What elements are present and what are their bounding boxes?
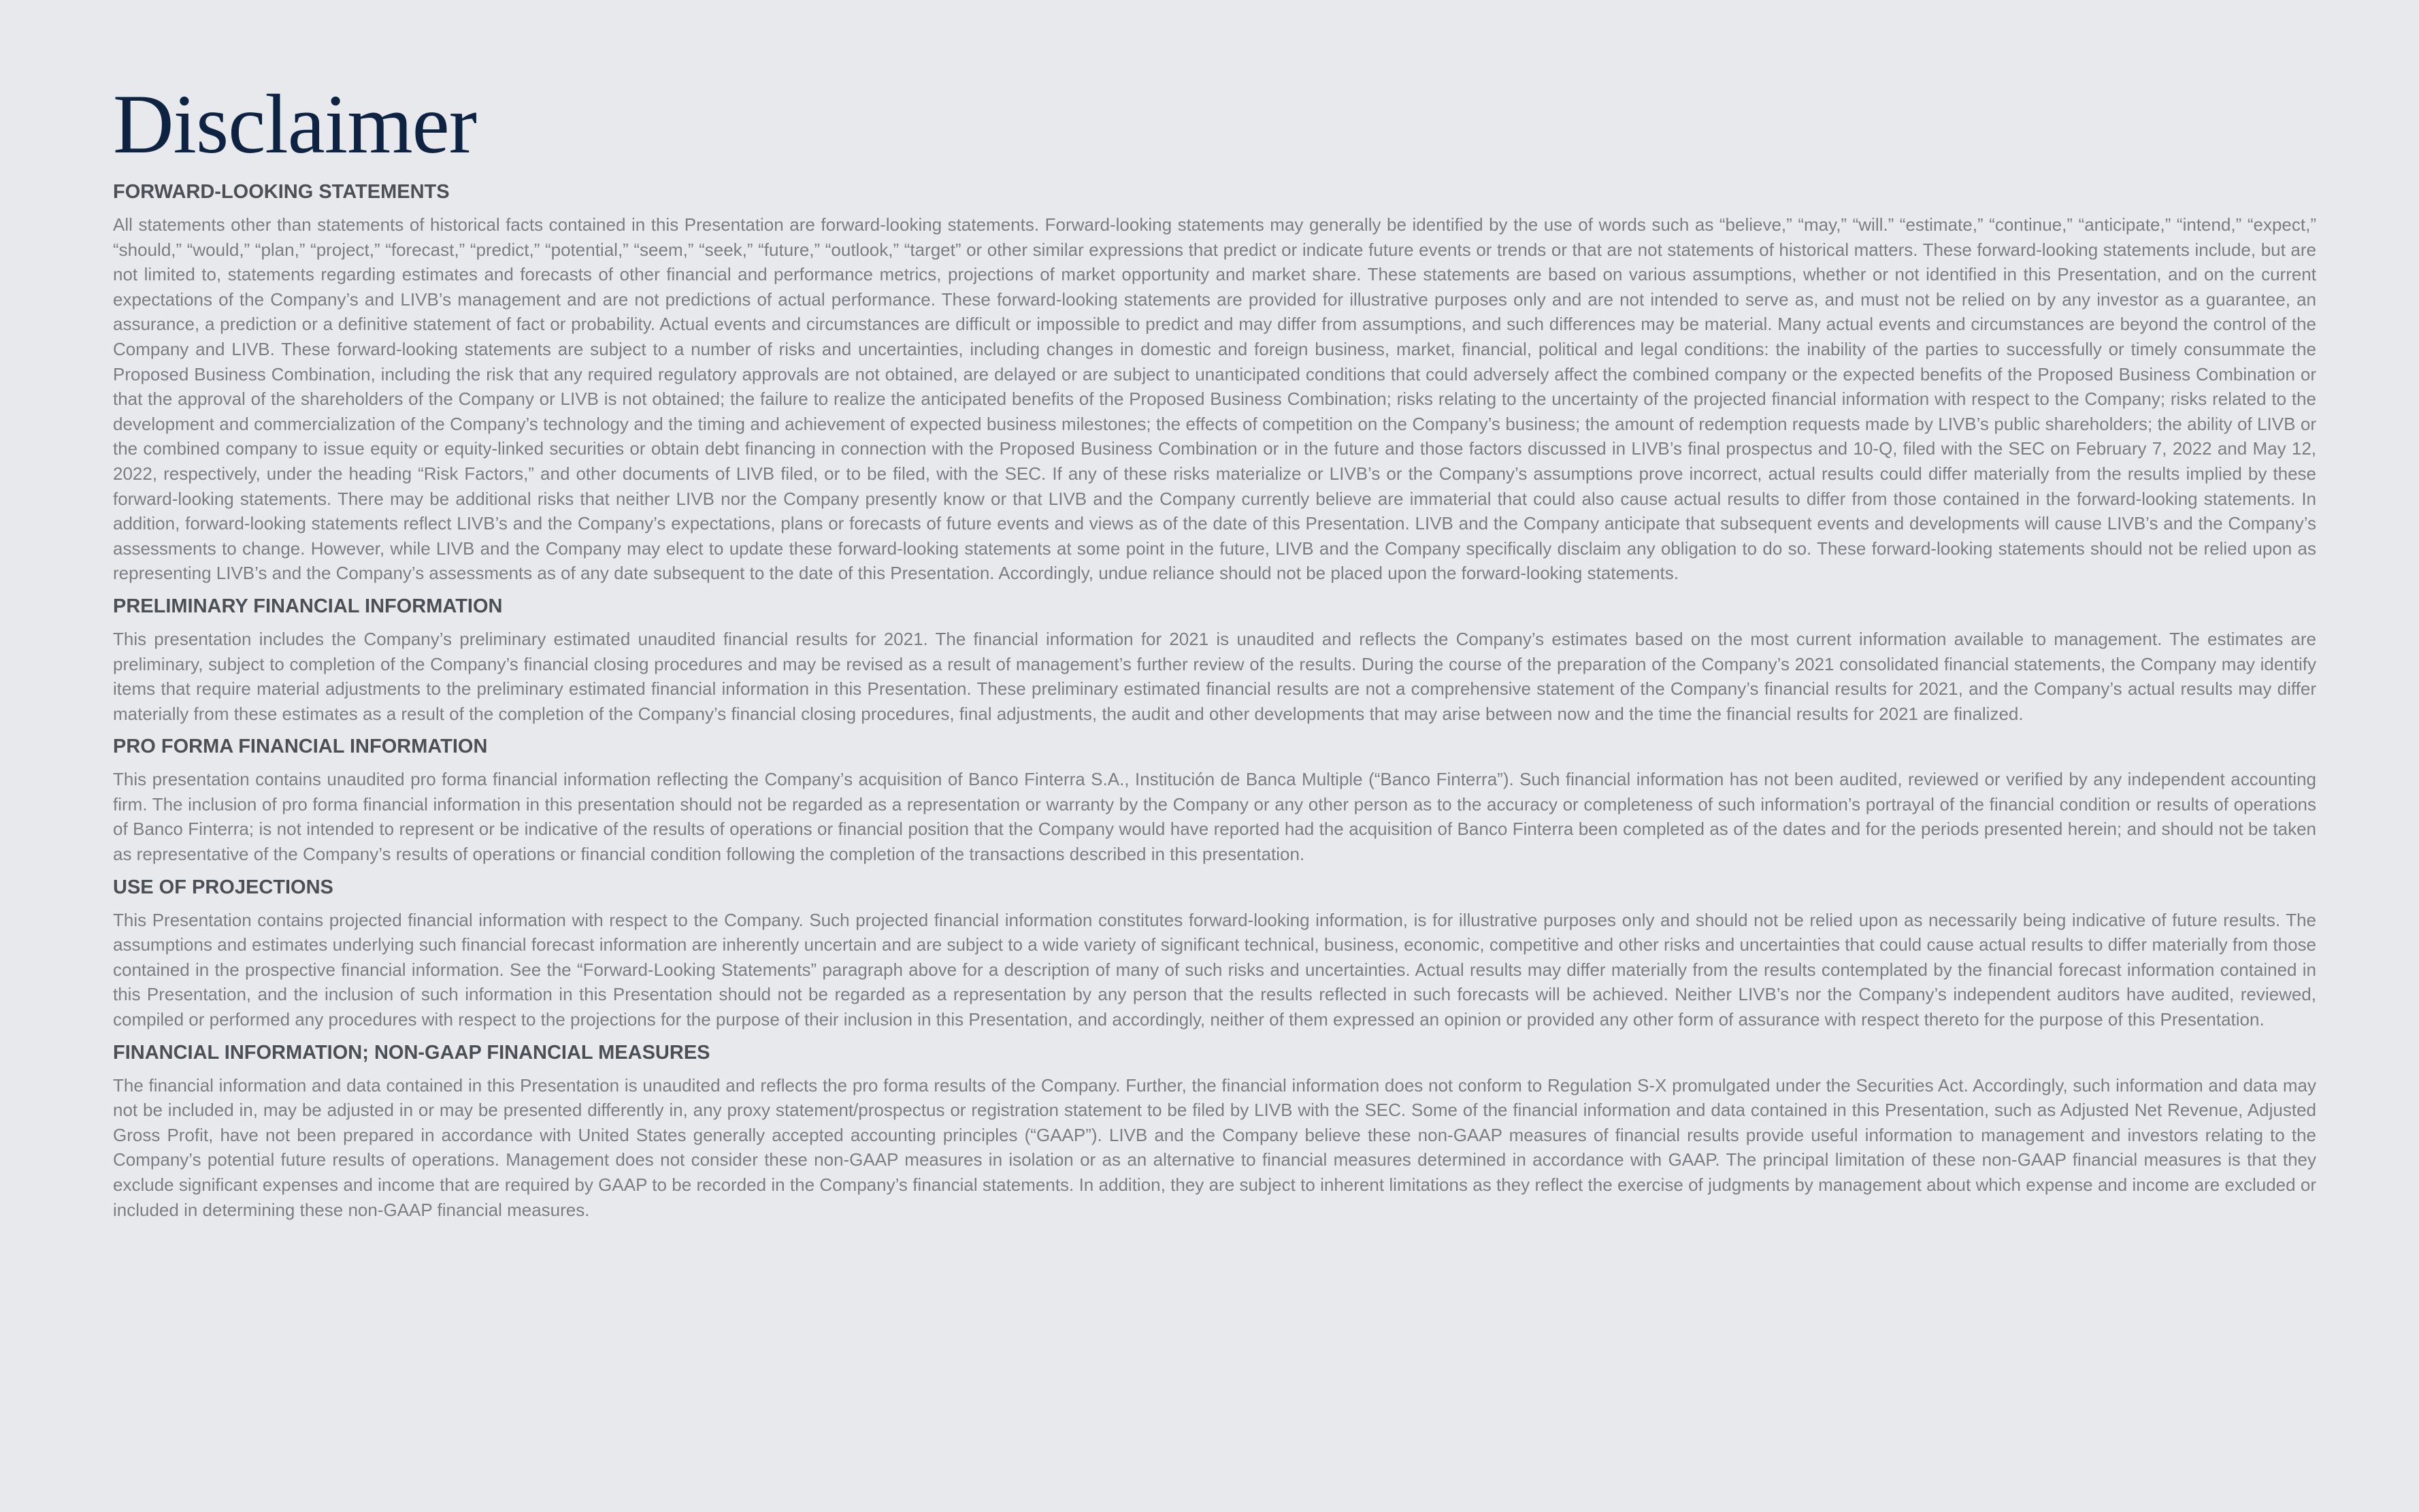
section-pro-forma-financial-information [113, 734, 2316, 866]
section-body: This presentation contains unaudited pro forma financial information reflecting the Company’s acquisition of Banco Finterra S.A., Institución de Banca Multiple (“Banco Finterra”). Such financial information has not been audited, reviewed or verified by any independent accounting firm. The inclusion of pro forma financial information in this presentation should not be regarded as a representation or warranty by the Company or any other person as to the accuracy or completeness of such information’s portrayal of the financial condition or results of operations of Banco Finterra; is not intended to represent or be indicative of the results of operations or financial position that the Company would have reported had the acquisition of Banco Finterra been completed as of the dates and for the periods presented herein; and should not be taken as representative of the Company’s results of operations or financial condition following the completion of the transactions described in this presentation. [113, 769, 2316, 865]
section-body: All statements other than statements of historical facts contained in this Presentation are forward-looking statements. Forward-looking statements may generally be identified by the use of words such as “believe,” “may,” “will.” “estimate,” “continue,” “anticipate,” “intend,” “expect,” “should,” “would,” “plan,” “project,” “forecast,” “predict,” “potential,” “seem,” “seek,” “future,” “outlook,” “target” or other similar expressions that predict or indicate future events or trends or that are not statements of historical matters. These forward-looking statements include, but are not limited to, statements regarding estimates and forecasts of other financial and performance metrics, projections of market opportunity and market share. These statements are based on various assumptions, whether or not identified in this Presentation, and on the current expectations of the Company’s and LIVB’s management and are not predictions of actual performance. These forward-looking statements are provided for illustrative purposes only and are not intended to serve as, and must not be relied on by any investor as a guarantee, an assurance, a prediction or a definitive statement of fact or probability. Actual events and circumstances are difficult or impossible to predict and may differ from assumptions, and such differences may be material. Many actual events and circumstances are beyond the control of the Company and LIVB. These forward-looking statements are subject to a number of risks and uncertainties, including changes in domestic and foreign business, market, financial, political and legal conditions: the inability of the parties to successfully or timely consummate the Proposed Business Combination, including the risk that any required regulatory approvals are not obtained, are delayed or are subject to unanticipated conditions that could adversely affect the combined company or the expected benefits of the Proposed Business Combination or that the approval of the shareholders of the Company or LIVB is not obtained; the failure to realize the anticipated benefits of the Proposed Business Combination; risks relating to the uncertainty of the projected financial information with respect to the Company; risks related to the development and commercialization of the Company’s technology and the timing and achievement of expected business milestones; the effects of competition on the Company’s business; the amount of redemption requests made by LIVB’s public shareholders; the ability of LIVB or the combined company to issue equity or equity-linked securities or obtain debt financing in connection with the Proposed Business Combination or in the future and those factors discussed in LIVB’s final prospectus and 10-Q, filed with the SEC on February 7, 2022 and May 12, 2022, respectively, under the heading “Risk Factors,” and other documents of LIVB filed, or to be filed, with the SEC. If any of these risks materialize or LIVB’s or the Company’s assumptions prove incorrect, actual results could differ materially from the results implied by these forward-looking statements. There may be additional risks that neither LIVB nor the Company presently know or that LIVB and the Company currently believe are immaterial that could also cause actual results to differ from those contained in the forward-looking statements. In addition, forward-looking statements reflect LIVB’s and the Company’s expectations, plans or forecasts of future events and views as of the date of this Presentation. LIVB and the Company anticipate that subsequent events and developments will cause LIVB’s and the Company’s assessments to change. However, while LIVB and the Company may elect to update these forward-looking statements at some point in the future, LIVB and the Company specifically disclaim any obligation to do so. These forward-looking statements should not be relied upon as representing LIVB’s and the Company’s assessments as of any date subsequent to the date of this Presentation. Accordingly, undue reliance should not be placed upon the forward-looking statements. [113, 214, 2316, 584]
section-body: This Presentation contains projected financial information with respect to the Company. Such projected financial information constitutes forward-looking information, is for illustrative purposes only and should not be relied upon as necessarily being indicative of future results. The assumptions and estimates underlying such financial forecast information are inherently uncertain and are subject to a wide variety of significant technical, business, economic, competitive and other risks and uncertainties that could cause actual results to differ materially from those contained in the prospective financial information. See the “Forward-Looking Statements” paragraph above for a description of many of such risks and uncertainties. Actual results may differ materially from the results contemplated by the financial forecast information contained in this Presentation, and the inclusion of such information in this Presentation should not be regarded as a representation by any person that the results reflected in such forecasts will be achieved. Neither LIVB’s nor the Company’s independent auditors have audited, reviewed, compiled or performed any procedures with respect to the projections for the purpose of their inclusion in this Presentation, and accordingly, neither of them expressed an opinion or provided any other form of assurance with respect thereto for the purpose of this Presentation. [113, 909, 2316, 1030]
section-heading: PRO FORMA FINANCIAL INFORMATION [113, 736, 488, 758]
section-heading: FORWARD-LOOKING STATEMENTS [113, 181, 450, 203]
section-body: The financial information and data contained in this Presentation is unaudited and reflects the pro forma results of the Company. Further, the financial information does not conform to Regulation S-X promulgated under the Securities Act. Accordingly, such information and data may not be included in, may be adjusted in or may be presented differently in, any proxy statement/prospectus or registration statement to be filed by LIVB with the SEC. Some of the financial information and data contained in this Presentation, such as Adjusted Net Revenue, Adjusted Gross Profit, have not been prepared in accordance with United States generally accepted accounting principles (“GAAP”). LIVB and the Company believe these non-GAAP measures of financial results provide useful information to management and investors relating to the Company’s potential future results of operations. Management does not consider these non-GAAP measures in isolation or as an alternative to financial measures determined in accordance with GAAP. The principal limitation of these non-GAAP financial measures is that they exclude significant expenses and income that are required by GAAP to be recorded in the Company’s financial statements. In addition, they are subject to inherent limitations as they reflect the exercise of judgments by management about which expense and income are excluded or included in determining these non-GAAP financial measures. [113, 1074, 2316, 1220]
page-title: Disclaimer [113, 78, 477, 171]
section-heading: PRELIMINARY FINANCIAL INFORMATION [113, 595, 503, 617]
section-preliminary-financial-information [113, 594, 2316, 726]
section-non-gaap-financial-measures [113, 1040, 2316, 1223]
section-heading: FINANCIAL INFORMATION; NON-GAAP FINANCIAL MEASURES [113, 1041, 710, 1064]
section-body: This presentation includes the Company’s preliminary estimated unaudited financial results for 2021. The financial information for 2021 is unaudited and reflects the Company’s estimates based on the most current information available to management. The estimates are preliminary, subject to completion of the Company’s financial closing procedures and may be revised as a result of management’s further review of the results. During the course of the preparation of the Company’s 2021 consolidated financial statements, the Company may identify items that require material adjustments to the preliminary estimated financial information in this Presentation. These preliminary estimated financial results are not a comprehensive statement of the Company’s financial results for 2021, and the Company’s actual results may differ materially from these estimates as a result of the completion of the Company’s financial closing procedures, final adjustments, the audit and other developments that may arise between now and the time the financial results for 2021 are finalized. [113, 628, 2316, 724]
section-heading: USE OF PROJECTIONS [113, 876, 333, 898]
section-forward-looking-statements [113, 180, 2316, 586]
section-use-of-projections [113, 875, 2316, 1032]
disclaimer-slide [113, 80, 2316, 1230]
